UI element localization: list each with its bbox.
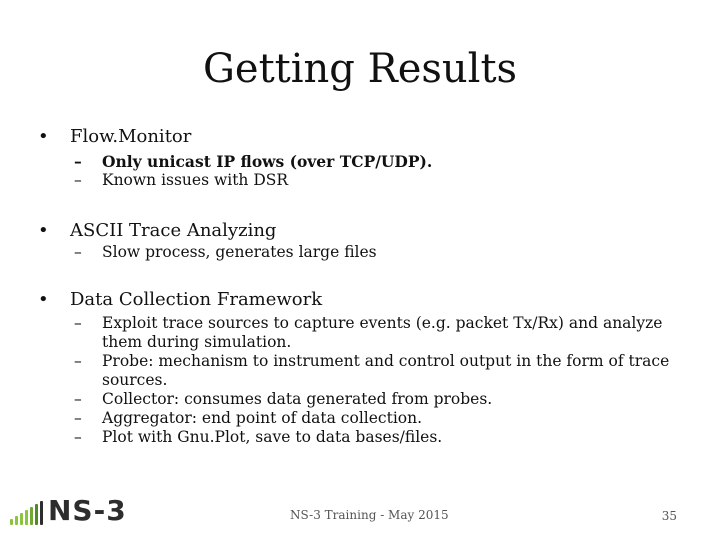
bullet-icon: • xyxy=(38,289,49,310)
dash-icon: – xyxy=(74,314,82,332)
list-item xyxy=(74,171,694,190)
slide-title: Getting Results xyxy=(202,46,518,92)
dash-icon: – xyxy=(74,409,82,427)
list-item-text: Collector: consumes data generated from probes. xyxy=(102,390,493,408)
bullet-flow-monitor xyxy=(38,126,191,148)
dash-icon: – xyxy=(74,152,82,171)
list-item xyxy=(74,390,694,409)
bullet-icon: • xyxy=(38,126,49,147)
list-item-text: Probe: mechanism to instrument and control output in the form of trace sources. xyxy=(102,352,670,389)
bullet-icon: • xyxy=(38,220,49,241)
bullet-ascii-trace xyxy=(38,220,276,242)
list-item-text: Known issues with DSR xyxy=(102,171,289,189)
bullet-label: ASCII Trace Analyzing xyxy=(70,220,277,241)
page-number: 35 xyxy=(661,509,677,523)
dash-icon: – xyxy=(74,243,82,261)
list-item-text: Slow process, generates large files xyxy=(102,243,377,261)
list-item-text: Aggregator: end point of data collection. xyxy=(102,409,423,427)
bullet-data-collection xyxy=(38,289,322,311)
sublist-flow-monitor xyxy=(74,152,694,190)
dash-icon: – xyxy=(74,390,82,408)
list-item xyxy=(74,428,694,447)
sublist-ascii-trace xyxy=(74,243,694,262)
list-item xyxy=(74,352,694,390)
list-item xyxy=(74,314,694,352)
dash-icon: – xyxy=(74,171,82,189)
ns3-logo xyxy=(10,494,127,527)
signal-bars-icon xyxy=(10,499,43,525)
list-item xyxy=(74,409,694,428)
list-item xyxy=(74,243,694,262)
list-item xyxy=(74,152,694,171)
logo-text: NS-3 xyxy=(48,494,127,527)
list-item-text: Only unicast IP flows (over TCP/UDP). xyxy=(102,152,433,171)
bullet-label: Data Collection Framework xyxy=(70,289,323,310)
bullet-label: Flow.Monitor xyxy=(70,126,192,147)
dash-icon: – xyxy=(74,428,82,446)
footer-caption: NS-3 Training - May 2015 xyxy=(290,508,449,522)
list-item-text: Plot with Gnu.Plot, save to data bases/files. xyxy=(102,428,443,446)
dash-icon: – xyxy=(74,352,82,370)
sublist-data-collection xyxy=(74,314,694,447)
list-item-text: Exploit trace sources to capture events (e.g. packet Tx/Rx) and analyze them during simulation. xyxy=(102,314,663,351)
